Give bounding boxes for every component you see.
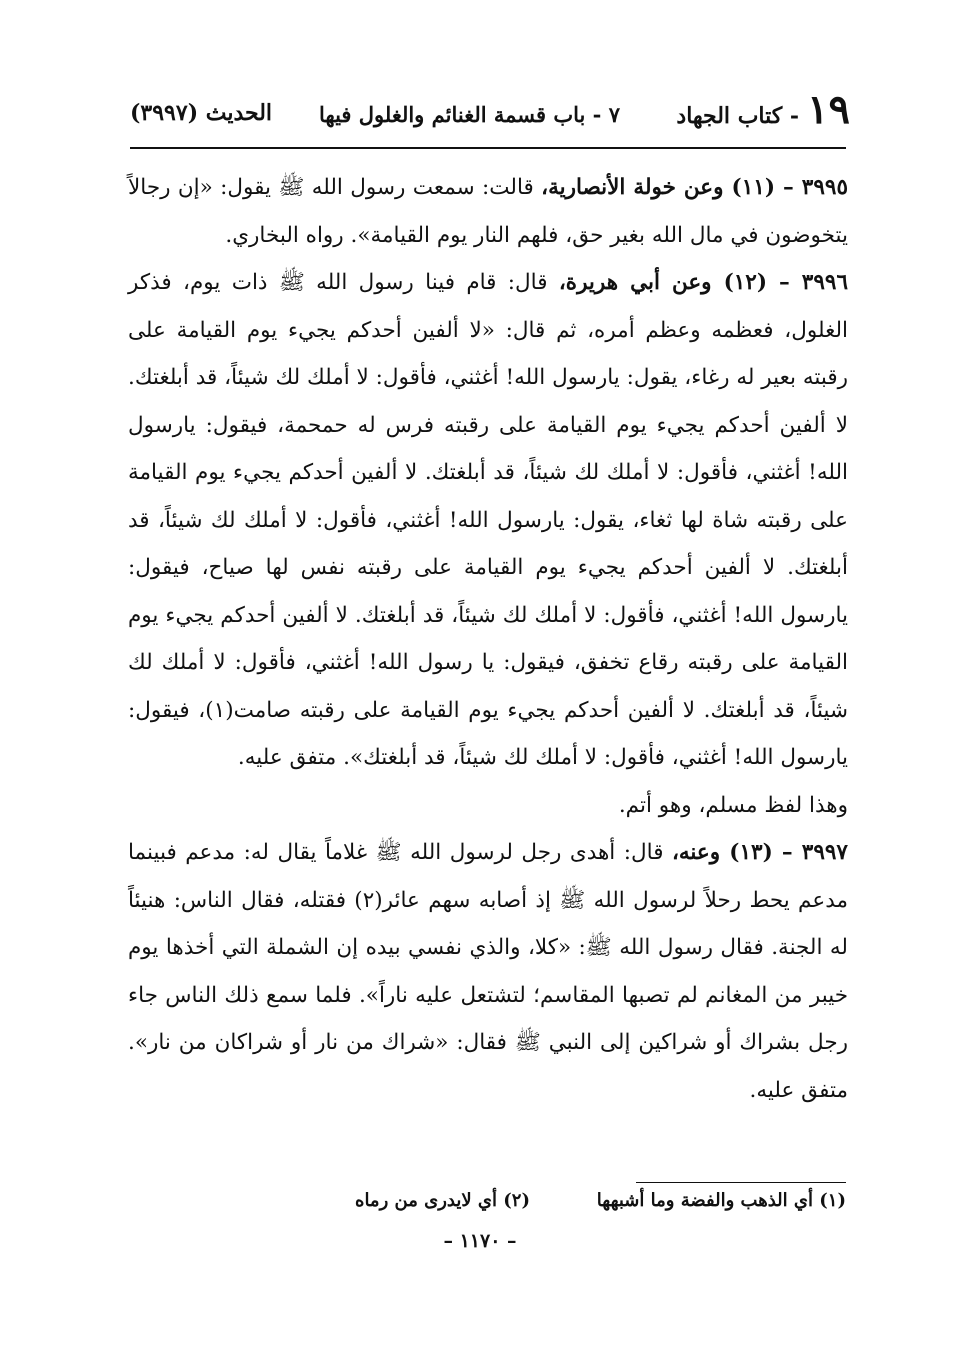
- footnote-1: (١) أي الذهب والفضة وما أشبهها: [596, 1190, 846, 1211]
- hadith-reference: الحديث (٣٩٩٧): [130, 100, 273, 126]
- hadith-note: وهذا لفظ مسلم، وهو أتم.: [618, 792, 848, 818]
- hadith-3995: [128, 164, 848, 259]
- footnote-2: (٢) أي لايدرى من رماه: [355, 1190, 530, 1211]
- chapter-number: ١٩: [807, 86, 850, 133]
- book-title: - كتاب الجهاد: [676, 103, 800, 129]
- header-book-block: [676, 86, 850, 133]
- hadith-body: قال: قام فينا رسول الله ﷺ ذات يوم، فذكر الغلول، فعظمه وعظم أمره، ثم قال: «لا ألفين أحدكم يجيء يوم القيامة على رقبته بعير له رغاء، يقول: يارسول الله! أغثني، فأقول: لا أملك لك شيئاً، قد أبلغتك. لا ألفين أحدكم يجيء يوم القيامة على رقبته فرس له حمحمة، فيقول: يارسول الله! أغثني، فأقول: لا أملك لك شيئاً، قد أبلغتك. لا ألفين أحدكم يجيء يوم القيامة على رقبته شاة لها ثغاء، يقول: يارسول الله! أغثني، فأقول: لا أملك لك شيئاً، قد أبلغتك. لا ألفين أحدكم يجيء يوم القيامة على رقبته نفس لها صياح، فيقول: يارسول الله! أغثني، فأقول: لا أملك لك شيئاً، قد أبلغتك. لا ألفين أحدكم يجيء يوم القيامة على رقبته رقاع تخفق، فيقول: يا رسول الله! أغثني، فأقول: لا أملك لك شيئاً، قد أبلغتك. لا ألفين أحدكم يجيء يوم القيامة على رقبته صامت(١)، فيقول: يارسول الله! أغثني، فأقول: لا أملك لك شيئاً، قد أبلغتك». متفق عليه.: [128, 270, 848, 770]
- chapter-title: ٧ - باب قسمة الغنائم والغلول فيها: [319, 102, 620, 127]
- hadith-3996: [128, 259, 848, 782]
- page-number: – ١١٧٠ –: [443, 1230, 517, 1252]
- page-header: [130, 84, 850, 144]
- main-text: [128, 164, 848, 1114]
- hadith-heading: ٣٩٩٧ – (١٣) وعنه،: [671, 840, 848, 865]
- hadith-body: قال: أهدى رجل لرسول الله ﷺ غلاماً يقال له: مدعم فبينما مدعم يحط رحلاً لرسول الله ﷺ إذ أصابه سهم عائر(٢) فقتله، فقال الناس: هنيئاً له الجنة. فقال رسول الله ﷺ: «كلا، والذي نفسي بيده إن الشملة التي أخذها يوم خيبر من المغانم لم تصبها المقاسم؛ لتشتعل عليه ناراً». فلما سمع ذلك الناس جاء رجل بشراك أو شراكين إلى النبي ﷺ فقال: «شراك من نار أو شراكان من نار». متفق عليه.: [128, 840, 849, 1103]
- hadith-3997: [128, 829, 848, 1114]
- hadith-body: قالت: سمعت رسول الله ﷺ يقول: «إن رجالاً يتخوضون في مال الله بغير حق، فلهم النار يوم القيامة». رواه البخاري.: [128, 175, 848, 248]
- footnotes: [128, 1188, 848, 1220]
- hadith-heading: ٣٩٩٦ – (١٢) وعن أبي هريرة،: [558, 270, 848, 295]
- hadith-heading: ٣٩٩٥ – (١١) وعن خولة الأنصارية،: [541, 175, 848, 200]
- header-divider: [130, 147, 846, 149]
- footnote-divider: [636, 1182, 846, 1183]
